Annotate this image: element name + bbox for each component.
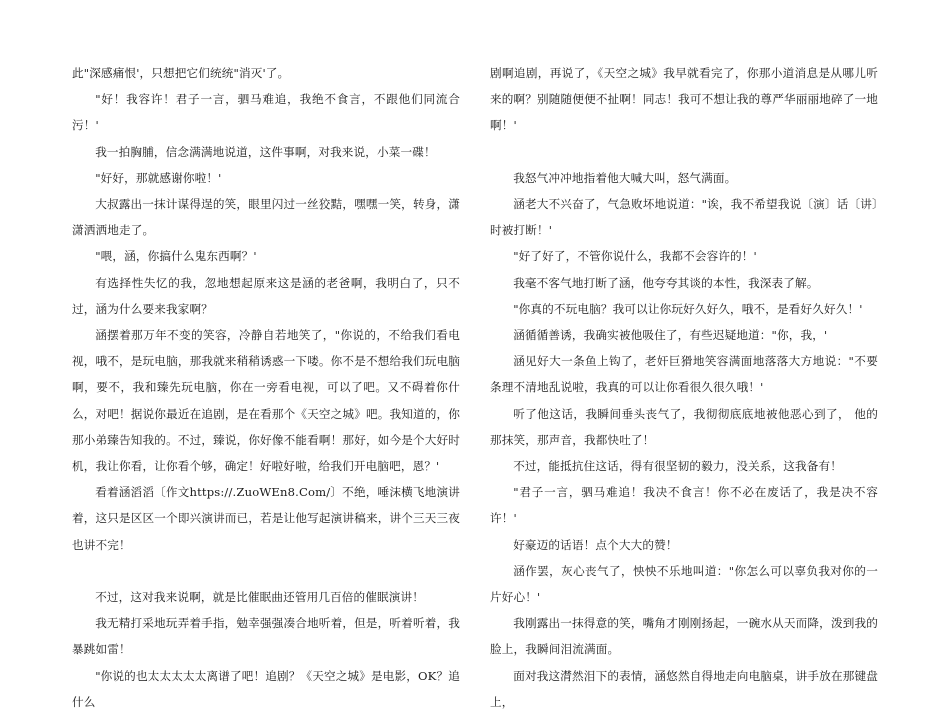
- paragraph: 我毫不客气地打断了涵，他夸夸其谈的本性，我深表了解。: [513, 275, 819, 290]
- paragraph: 看着涵滔滔〔作文https://.ZuoWEn8.Com/〕不绝，唾沫横飞地演讲着，这只是区区一个即兴演讲而已，若是让他写起演讲稿来，讲个三天三夜也讲不完！: [72, 485, 460, 552]
- paragraph: "好！我容许！君子一言，驷马难追，我绝不食言，不跟他们同流合污！': [72, 92, 460, 133]
- paragraph: 听了他这话，我瞬间垂头丧气了，我彻彻底底地被他恶心到了， 他的那抹笑，那声音，我都快吐了！: [490, 406, 878, 447]
- paragraph: 不过，这对我来说啊，就是比催眠曲还管用几百倍的催眠演讲！: [95, 590, 425, 605]
- paragraph: 我一拍胸脯，信念满满地说道，这件事啊，对我来说，小菜一碟！: [95, 144, 436, 159]
- paragraph: 涵见好大一条鱼上钩了，老奸巨猾地笑容满面地落落大方地说："不要条理不清地乱说啦，我真的可以让你看很久很久哦！': [490, 354, 878, 395]
- paragraph: 剧啊追剧，再说了，《天空之城》我早就看完了，你那小道消息是从哪儿听来的啊？别随随便便不扯啊！同志！我可不想让我的尊严华丽丽地碎了一地啊！': [490, 66, 878, 133]
- paragraph-gap: [72, 558, 460, 584]
- paragraph: 涵老大不兴奋了，气急败坏地说道："诶，我不希望我说〔演〕话〔讲〕时被打断！': [490, 197, 878, 238]
- paragraph: "你真的不玩电脑？我可以让你玩好久好久，哦不，是看好久好久！': [513, 301, 863, 316]
- paragraph: 我刚露出一抹得意的笑，嘴角才刚刚扬起，一碗水从天而降，泼到我的脸上，我瞬间泪流满面。: [490, 616, 878, 657]
- paragraph-gap: [490, 139, 878, 165]
- paragraph: "君子一言，驷马难追！我决不食言！你不必在废话了，我是决不容许！': [490, 485, 878, 526]
- paragraph: 不过，能抵抗住这话，得有很坚韧的毅力，没关系，这我备有！: [513, 459, 843, 474]
- paragraph: 涵摆着那万年不变的笑容，冷静自若地笑了，"你说的，不给我们看电视，哦不，是玩电脑，那我就来稍稍诱惑一下喽。你不是不想给我们玩电脑啊，要不，我和臻先玩电脑，你在一旁看电视，可以了吧。又不碍着你什么，对吧！据说你最近在追剧，是在看那个《天空之城》吧。我知道的，你那小弟臻告知我的。不过，臻说，你好像不能看啊！那好，如今是个大好时机，我让你看，让你看个够，确定！好啦好啦，给我们开电脑吧，恩？': [72, 328, 460, 474]
- paragraph: "你说的也太太太太太离谱了吧！追剧？《天空之城》是电影，OK？追什么: [72, 668, 460, 709]
- paragraph: 面对我这潸然泪下的表情，涵悠然自得地走向电脑桌，讲手放在那键盘上，: [490, 668, 878, 709]
- paragraph: 涵作罢，灰心丧气了，怏怏不乐地叫道："你怎么可以辜负我对你的一片好心！': [490, 563, 878, 605]
- paragraph: 大叔露出一抹计谋得逞的笑，眼里闪过一丝狡黠，嘿嘿一笑，转身，潇潇洒洒地走了。: [72, 197, 460, 238]
- paragraph: 好豪迈的话语！点个大大的赞！: [513, 537, 678, 552]
- paragraph: "好了好了，不管你说什么，我都不会容许的！': [513, 249, 757, 264]
- paragraph: 涵循循善诱，我确实被他吸住了，有些迟疑地道："你，我，': [513, 328, 828, 343]
- left-column: [72, 60, 460, 715]
- paragraph: "好好，那就感谢你啦！': [95, 170, 222, 185]
- right-column: [490, 60, 878, 715]
- paragraph: 此"深感痛恨'，只想把它们统统"消灭'了。: [72, 66, 290, 80]
- paragraph: "喂，涵，你搞什么鬼东西啊？': [95, 249, 257, 264]
- paragraph: 我怒气冲冲地指着他大喊大叫，怒气满面。: [513, 170, 737, 185]
- paragraph: 我无精打采地玩弄着手指，勉幸强强凑合地听着，但是，听着听着，我暴跳如雷！: [72, 616, 460, 657]
- paragraph: 有选择性失忆的我，忽地想起原来这是涵的老爸啊，我明白了，只不过，涵为什么要来我家啊？: [72, 275, 460, 316]
